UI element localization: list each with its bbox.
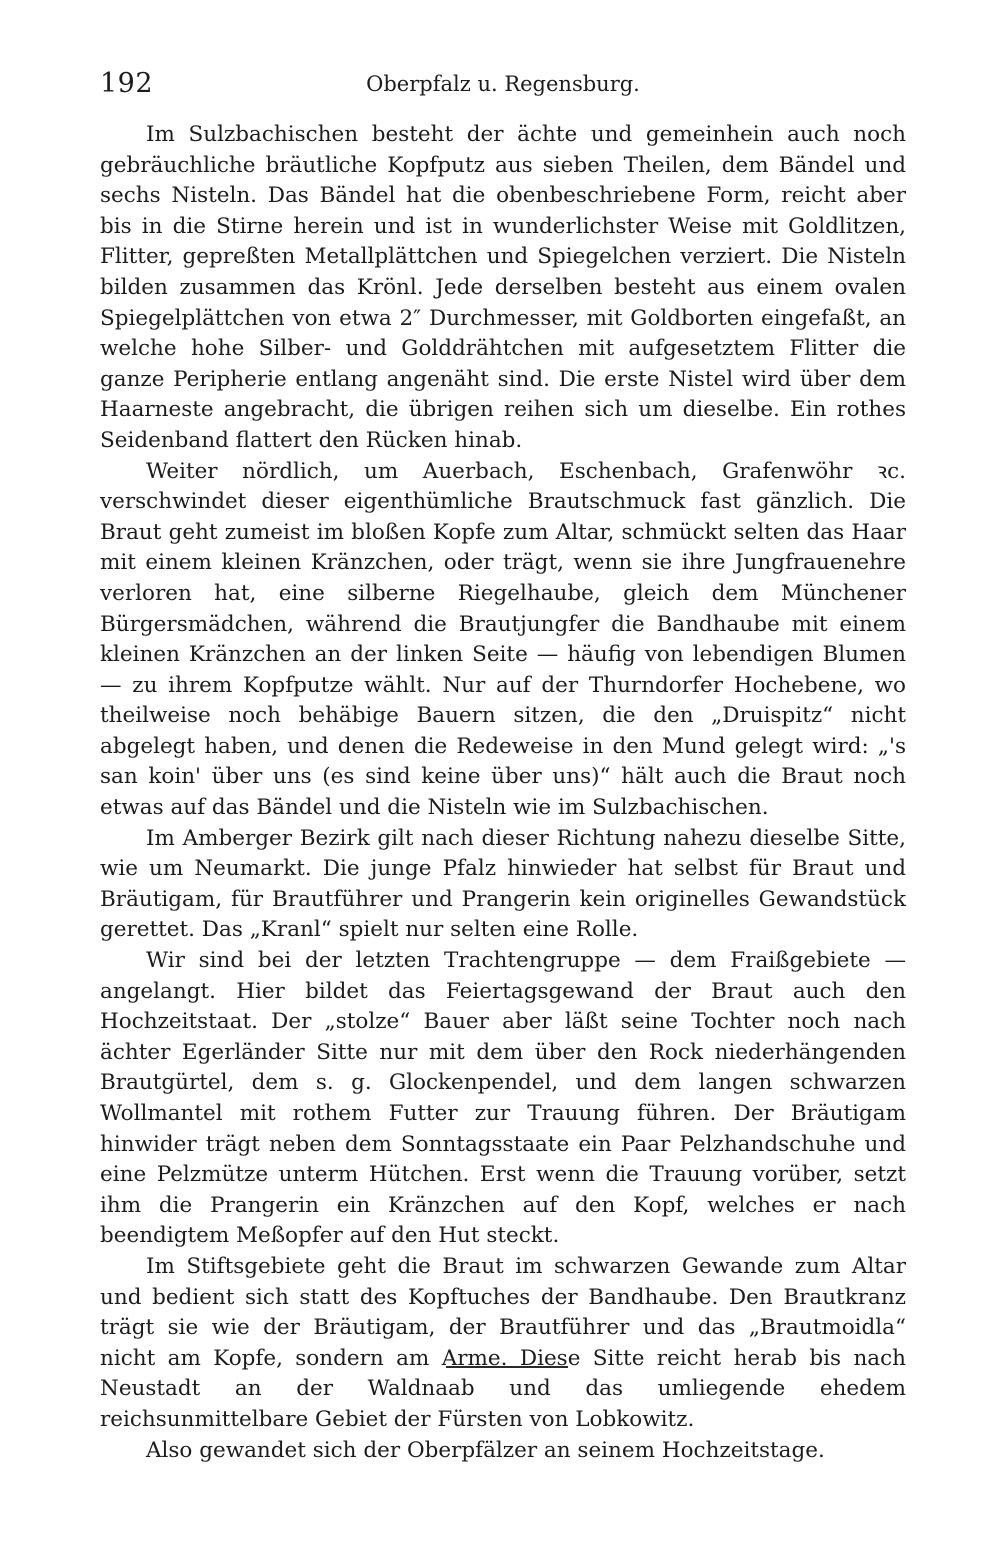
end-rule — [446, 1366, 568, 1368]
paragraph-2: Weiter nördlich, um Auerbach, Eschenbach, Grafenwöhr ꝛc. verschwindet dieser eigenthümliche Brautschmuck fast gänzlich. Die Braut geht zumeist im bloßen Kopfe zum Altar, schmückt selten das Haar mit einem kleinen Kränzchen, oder trägt, wenn sie ihre Jungfrauenehre verloren hat, eine silberne Riegelhaube, gleich dem Münchener Bürgersmädchen, während die Brautjungfer die Bandhaube mit einem kleinen Kränzchen an der linken Seite — häufig von lebendigen Blumen — zu ihrem Kopfputze wählt. Nur auf der Thurndorfer Hochebene, wo theilweise noch behäbige Bauern sitzen, die den „Druispitz“ nicht abgelegt haben, und denen die Redeweise in den Mund gelegt wird: „'s san koin' über uns (es sind keine über uns)“ hält auch die Braut noch etwas auf das Bändel und die Nisteln wie im Sulzbachischen. — [100, 458, 906, 821]
paragraph-3: Im Amberger Bezirk gilt nach dieser Richtung nahezu dieselbe Sitte, wie um Neumarkt. Die junge Pfalz hinwieder hat selbst für Braut und Bräutigam, für Brautführer und Prangerin kein originelles Gewandstück gerettet. Das „Kranl“ spielt nur selten eine Rolle. — [100, 825, 906, 943]
paragraph-4: Wir sind bei der letzten Trachtengruppe — dem Fraißgebiete — angelangt. Hier bildet das Feiertagsgewand der Braut auch den Hochzeitstaat. Der „stolze“ Bauer aber läßt seine Tochter noch nach ächter Egerländer Sitte nur mit dem über den Rock niederhängenden Brautgürtel, dem s. g. Glockenpendel, und dem langen schwarzen Wollmantel mit rothem Futter zur Trauung führen. Der Bräutigam hinwider trägt neben dem Sonntagsstaate ein Paar Pelzhandschuhe und eine Pelzmütze unterm Hütchen. Erst wenn die Trauung vorüber, setzt ihm die Prangerin ein Kränzchen auf den Kopf, welches er nach beendigtem Meßopfer auf den Hut steckt. — [100, 948, 906, 1249]
page-number: 192 — [100, 68, 154, 99]
running-title: Oberpfalz u. Regensburg. — [366, 72, 640, 96]
running-head — [100, 68, 906, 108]
body-text — [100, 120, 906, 1466]
book-page — [100, 68, 906, 1466]
paragraph-6: Also gewandet sich der Oberpfälzer an seinem Hochzeitstage. — [146, 1437, 825, 1463]
paragraph-1: Im Sulzbachischen besteht der ächte und gemeinhein auch noch gebräuchliche bräutliche Kopfputz aus sieben Theilen, dem Bändel und sechs Nisteln. Das Bändel hat die obenbeschriebene Form, reicht aber bis in die Stirne herein und ist in wunderlichster Weise mit Goldlitzen, Flitter, gepreßten Metallplättchen und Spiegelchen verziert. Die Nisteln bilden zusammen das Krönl. Jede derselben besteht aus einem ovalen Spiegelplättchen von etwa 2″ Durchmesser, mit Goldborten eingefaßt, an welche hohe Silber- und Golddrähtchen mit aufgesetztem Flitter die ganze Peripherie entlang angenäht sind. Die erste Nistel wird über dem Haarneste angebracht, die übrigen reihen sich um dieselbe. Ein rothes Seidenband flattert den Rücken hinab. — [100, 122, 906, 453]
paragraph-5: Im Stiftsgebiete geht die Braut im schwarzen Gewande zum Altar und bedient sich statt des Kopftuches der Bandhaube. Den Brautkranz trägt sie wie der Bräutigam, der Brautführer und das „Brautmoidla“ nicht am Kopfe, sondern am Arme. Diese Sitte reicht herab bis nach Neustadt an der Waldnaab und das umliegende ehedem reichsunmittelbare Gebiet der Fürsten von Lobkowitz. — [100, 1253, 906, 1432]
